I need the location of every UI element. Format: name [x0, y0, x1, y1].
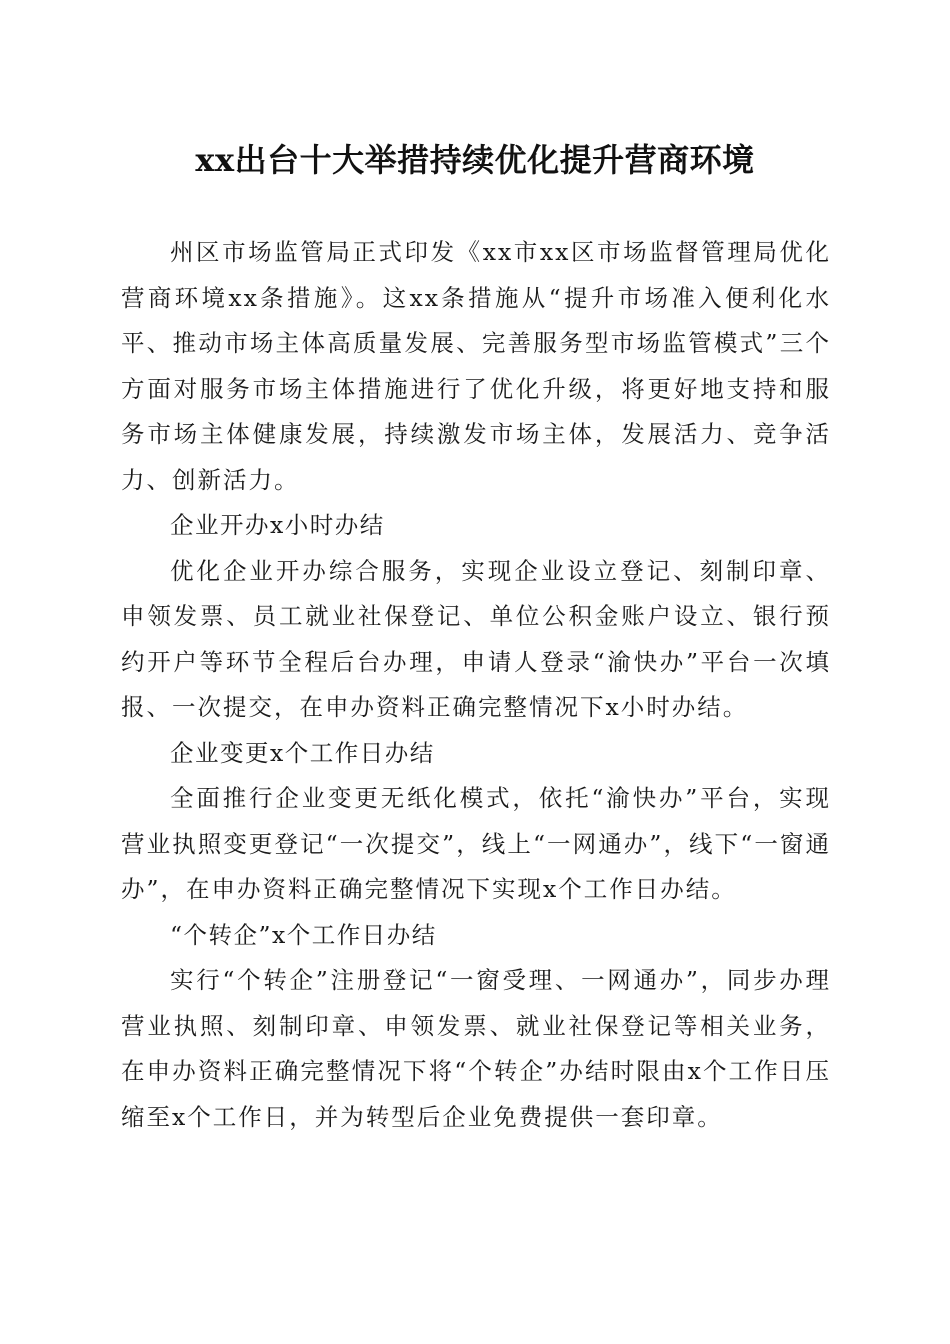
- document-title: xx出台十大举措持续优化提升营商环境: [195, 141, 755, 179]
- section-heading-enterprise-opening: 企业开办x小时办结: [170, 511, 385, 539]
- intro-paragraph: 州区市场监管局正式印发《xx市xx区市场监督管理局优化营商环境xx条措施》。这xx条措施从“提升市场准入便利化水平、推动市场主体高质量发展、完善服务型市场监管模式”三个方面对服务市场主体措施进行了优化升级，将更好地支持和服务市场主体健康发展，持续激发市场主体，发展活力、竞争活力、创新活力。: [121, 238, 831, 494]
- section-heading-individual-to-enterprise: “个转企”x个工作日办结: [170, 920, 437, 949]
- section-paragraph-enterprise-change: 全面推行企业变更无纸化模式，依托“渝快办”平台，实现营业执照变更登记“一次提交”，线上“一网通办”，线下“一窗通办”，在申办资料正确完整情况下实现x个工作日办结。: [121, 784, 831, 903]
- section-paragraph-enterprise-opening: 优化企业开办综合服务，实现企业设立登记、刻制印章、申领发票、员工就业社保登记、单位公积金账户设立、银行预约开户等环节全程后台办理，申请人登录“渝快办”平台一次填报、一次提交，在申办资料正确完整情况下x小时办结。: [121, 556, 831, 721]
- section-heading-enterprise-change: 企业变更x个工作日办结: [170, 738, 435, 767]
- document-body: [121, 230, 831, 1140]
- section-paragraph-individual-to-enterprise: 实行“个转企”注册登记“一窗受理、一网通办”，同步办理营业执照、刻制印章、申领发票、就业社保登记等相关业务，在申办资料正确完整情况下将“个转企”办结时限由x个工作日压缩至x个工作日，并为转型后企业免费提供一套印章。: [121, 966, 831, 1131]
